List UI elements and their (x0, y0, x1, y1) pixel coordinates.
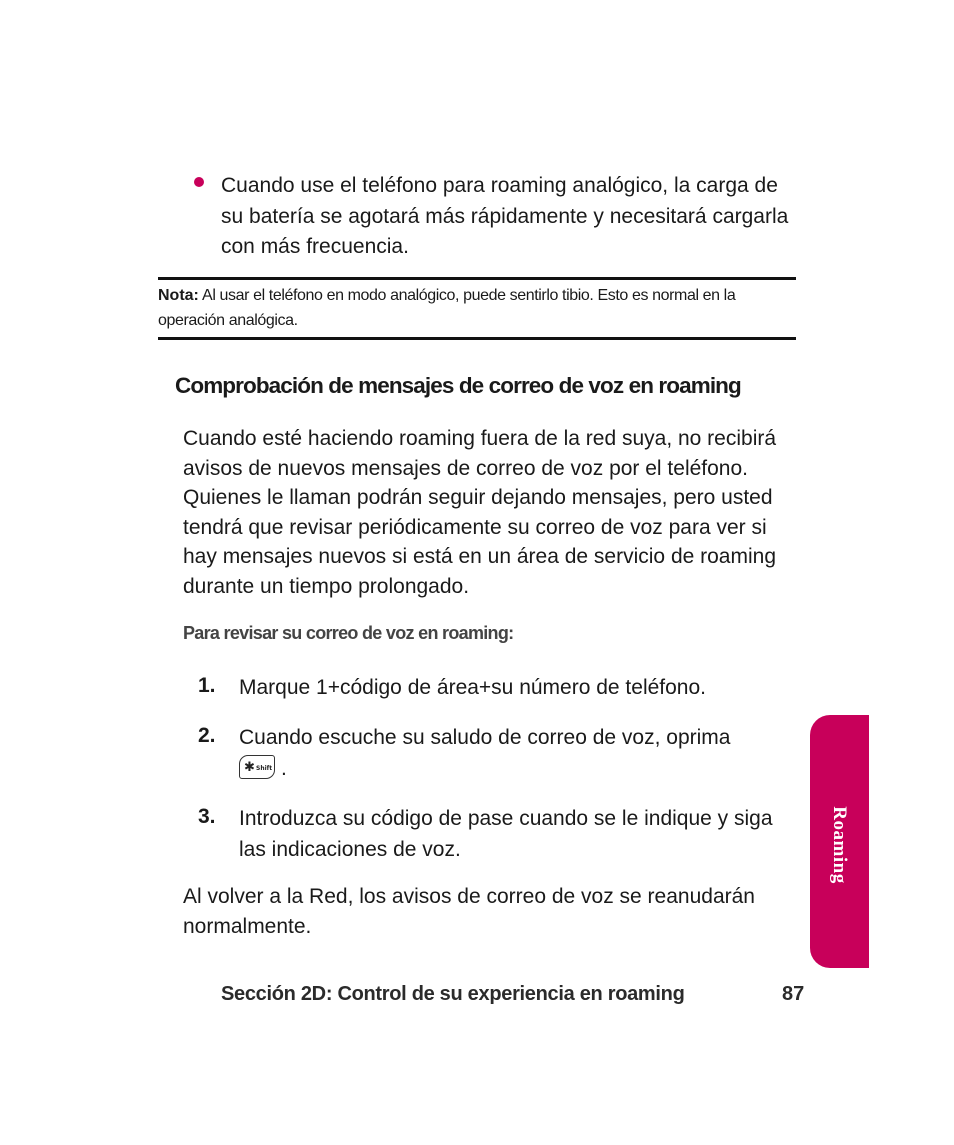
step-number: 2. (198, 724, 216, 747)
bullet-dot-icon (194, 177, 204, 187)
svg-text:✱: ✱ (244, 760, 255, 776)
star-shift-key-icon (239, 755, 275, 779)
footer-section-title: Sección 2D: Control de su experiencia en roaming (221, 983, 685, 1005)
note-text: Al usar el teléfono en modo analógico, puede sentirlo tibio. Esto es normal en la operación analógica. (158, 287, 736, 329)
svg-text:Shift: Shift (256, 765, 273, 773)
step-number: 3. (198, 805, 216, 828)
note-label: Nota: (158, 287, 199, 304)
step-text-end: . (281, 757, 287, 780)
procedure-label: Para revisar su correo de voz en roaming: (183, 623, 514, 643)
body-paragraph: Cuando esté haciendo roaming fuera de la red suya, no recibirá avisos de nuevos mensajes de correo de voz por el teléfono. Quienes le llaman podrán seguir dejando mensajes, pero usted tendrá que revisar periódicamente su correo de voz para ver si hay mensajes nuevos si está en un área de servicio de roaming durante un tiempo prolongado. (183, 427, 777, 598)
step-number: 1. (198, 674, 216, 697)
page-number: 87 (782, 983, 805, 1005)
step-text (239, 722, 779, 784)
step-text-part: Cuando escuche su saludo de correo de voz, oprima (239, 726, 731, 749)
note-box (158, 283, 783, 333)
note-divider-top (158, 277, 796, 280)
section-heading: Comprobación de mensajes de correo de voz en roaming (175, 373, 741, 398)
step-text: Marque 1+código de área+su número de teléfono. (239, 676, 706, 699)
note-divider-bottom (158, 337, 796, 340)
bullet-paragraph: Cuando use el teléfono para roaming analógico, la carga de su batería se agotará más rápidamente y necesitará cargarla con más frecuencia. (221, 174, 789, 258)
closing-paragraph: Al volver a la Red, los avisos de correo de voz se reanudarán normalmente. (183, 885, 755, 938)
step-text: Introduzca su código de pase cuando se le indique y siga las indicaciones de voz. (239, 807, 773, 861)
side-tab-label: Roaming (829, 806, 850, 884)
